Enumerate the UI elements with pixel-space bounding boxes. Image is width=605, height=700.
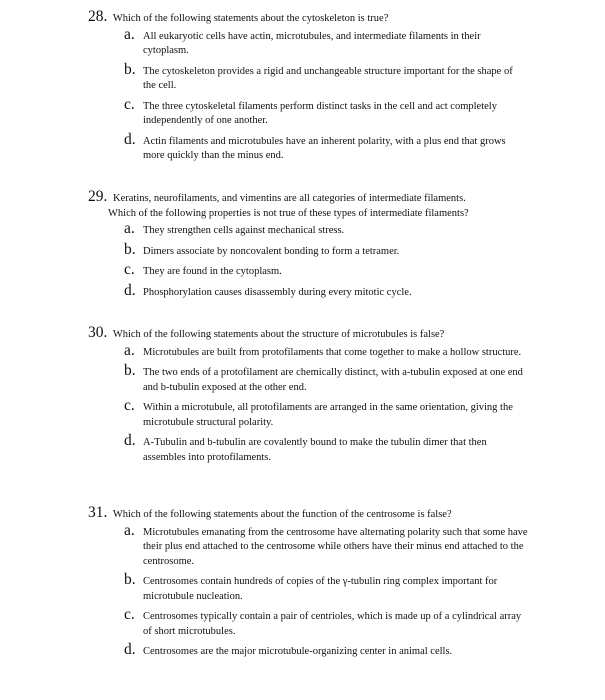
- option-b: b. The cytoskeleton provides a rigid and unchangeable structure important for the shape of the cell.: [124, 60, 513, 91]
- option-a: a. Microtubules emanating from the centrosome have alternating polarity such that some have their plus end attached to the centrosome while others have their minus end attached to the centrosome.: [124, 521, 528, 567]
- option-c: c. Within a microtubule, all protofilaments are arranged in the same orientation, giving the microtubule structural polarity.: [124, 397, 513, 428]
- option-a: a. Microtubules are built from protofilaments that come together to make a hollow structure.: [124, 341, 522, 359]
- question-stem: 29. Keratins, neurofilaments, and vimentins are all categories of intermediate filaments.: [88, 188, 466, 205]
- option-b: b. Centrosomes contain hundreds of copies of the γ-tubulin ring complex important for microtubule nucleation.: [124, 571, 498, 602]
- option-d: d. Phosphorylation causes disassembly during every mitotic cycle.: [124, 281, 412, 299]
- question-28: [88, 10, 528, 170]
- option-a: a. They strengthen cells against mechanical stress.: [124, 220, 345, 237]
- question-number: 29.: [88, 188, 108, 205]
- question-number: 31.: [88, 504, 108, 521]
- option-d: d. Actin filaments and microtubules have an inherent polarity, with a plus end that grows more quickly than the minus end.: [124, 130, 506, 161]
- question-stem: 30. Which of the following statements about the structure of microtubules is false?: [88, 324, 445, 341]
- question-number: 30.: [88, 324, 108, 341]
- option-c: c. Centrosomes typically contain a pair of centrioles, which is made up of a cylindrical array of short microtubules.: [124, 606, 522, 637]
- question-stem-continued: Which of the following properties is not true of these types of intermediate filaments?: [108, 207, 469, 219]
- option-c: c. They are found in the cytoplasm.: [124, 261, 282, 278]
- question-number: 28.: [88, 8, 108, 25]
- option-b: b. Dimers associate by noncovalent bonding to form a tetramer.: [124, 240, 400, 258]
- option-d: d. Centrosomes are the major microtubule-organizing center in animal cells.: [124, 641, 453, 658]
- question-30: [88, 326, 528, 471]
- question-31: [88, 506, 528, 666]
- question-29: [88, 190, 528, 306]
- option-b: b. The two ends of a protofilament are chemically distinct, with a-tubulin exposed at one end and b-tubulin exposed at the other end.: [124, 362, 523, 393]
- option-a: a. All eukaryotic cells have actin, microtubules, and intermediate filaments in their cytoplasm.: [124, 25, 481, 56]
- option-d: d. A-Tubulin and b-tubulin are covalently bound to make the tubulin dimer that then assembles into protofilaments.: [124, 432, 487, 463]
- option-c: c. The three cytoskeletal filaments perform distinct tasks in the cell and act completely independently of one another.: [124, 95, 497, 126]
- question-stem: 31. Which of the following statements about the function of the centrosome is false?: [88, 504, 452, 521]
- question-stem: 28. Which of the following statements about the cytoskeleton is true?: [88, 8, 389, 25]
